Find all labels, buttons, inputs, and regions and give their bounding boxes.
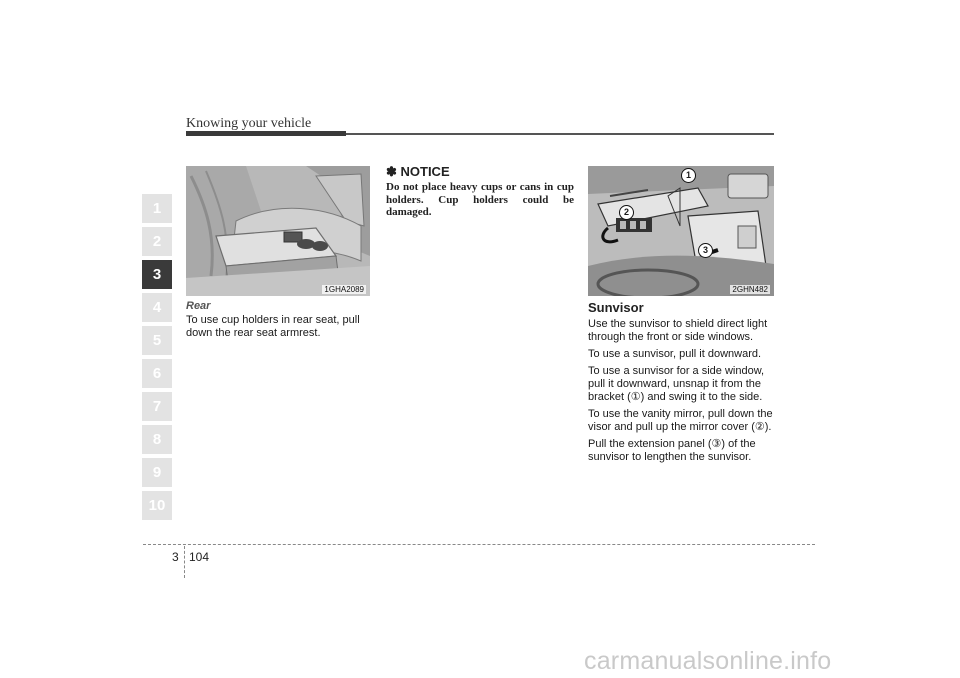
sunvisor-paragraph-1: Use the sunvisor to shield direct light through the front or side windows. xyxy=(588,318,768,343)
sunvisor-body xyxy=(588,318,774,468)
header-tab-bar xyxy=(186,131,346,136)
chapter-tab-3[interactable]: 3 xyxy=(142,260,172,289)
chapter-tab-1[interactable]: 1 xyxy=(142,194,172,223)
cup-holder-illustration xyxy=(186,166,370,296)
figure-code: 2GHN482 xyxy=(732,285,768,294)
chapter-tab-8[interactable]: 8 xyxy=(142,425,172,454)
callout-2: 2 xyxy=(619,205,634,220)
sunvisor-paragraph-2: To use a sunvisor, pull it downward. xyxy=(588,348,762,360)
cup-holder-figure xyxy=(186,166,370,296)
rear-paragraph: To use cup holders in rear seat, pull down the rear seat armrest. xyxy=(186,314,360,339)
notice-text: Do not place heavy cups or cans in cup holders. Cup holders could be damaged. xyxy=(386,181,574,218)
chapter-tab-2[interactable]: 2 xyxy=(142,227,172,256)
rear-subheading: Rear xyxy=(186,300,211,312)
chapter-tab-9[interactable]: 9 xyxy=(142,458,172,487)
rear-body xyxy=(186,314,374,344)
footer-chapter-number: 3 xyxy=(172,550,179,564)
chapter-tabs xyxy=(142,194,172,524)
sunvisor-paragraph-4: To use the vanity mirror, pull down the visor and pull up the mirror cover (②). xyxy=(588,408,773,433)
sunvisor-paragraph-3: To use a sunvisor for a side window, pull it downward, unsnap it from the bracket (①) and swing it to the side. xyxy=(588,365,765,403)
watermark: carmanualsonline.info xyxy=(584,647,832,675)
notice-title: ✽ NOTICE xyxy=(386,164,450,179)
sunvisor-illustration xyxy=(588,166,774,296)
figure-code: 1GHA2089 xyxy=(324,285,364,294)
footer-divider xyxy=(184,546,185,578)
sunvisor-paragraph-5: Pull the extension panel (③) of the sunvisor to lengthen the sunvisor. xyxy=(588,438,756,463)
footer-rule xyxy=(143,544,815,545)
chapter-tab-10[interactable]: 10 xyxy=(142,491,172,520)
callout-1: 1 xyxy=(681,168,696,183)
chapter-tab-7[interactable]: 7 xyxy=(142,392,172,421)
footer-page-number: 104 xyxy=(189,550,210,564)
chapter-tab-4[interactable]: 4 xyxy=(142,293,172,322)
sunvisor-figure xyxy=(588,166,774,296)
sunvisor-heading: Sunvisor xyxy=(588,300,644,315)
page-header-title: Knowing your vehicle xyxy=(186,116,312,131)
chapter-tab-5[interactable]: 5 xyxy=(142,326,172,355)
callout-3: 3 xyxy=(698,243,713,258)
chapter-tab-6[interactable]: 6 xyxy=(142,359,172,388)
